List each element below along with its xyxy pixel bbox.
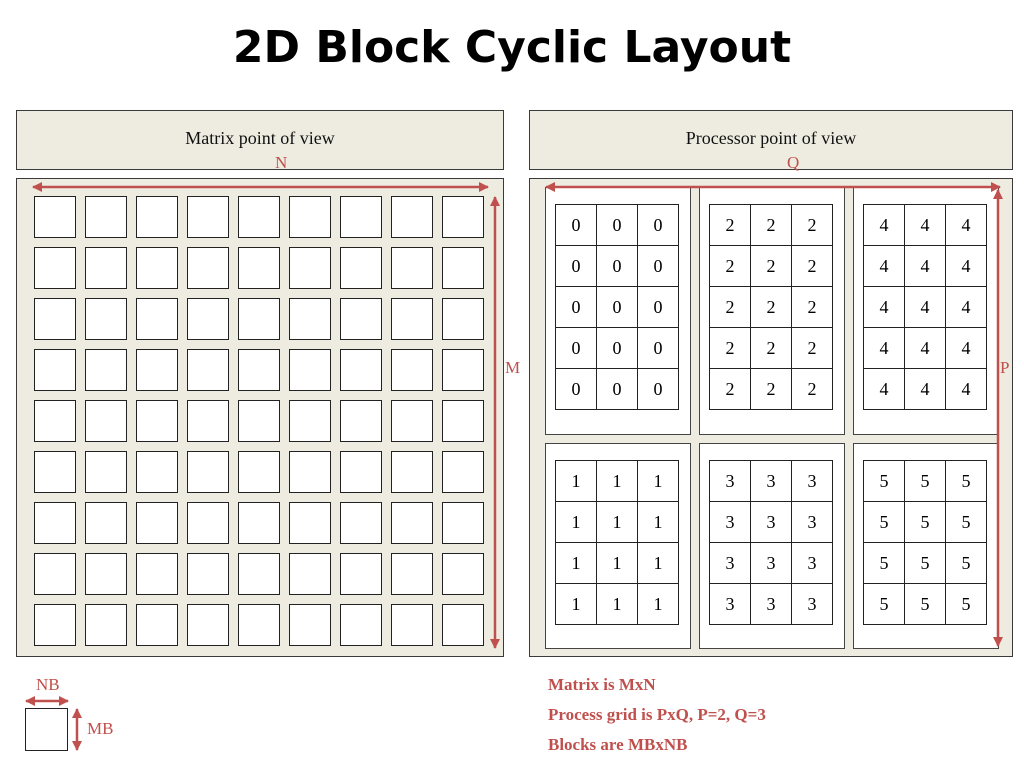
processor-block-cell: 5 <box>905 543 946 584</box>
processor-block-cell: 1 <box>556 461 597 502</box>
processor-block-cell: 4 <box>864 328 905 369</box>
processor-block-cell: 2 <box>751 246 792 287</box>
processor-block-cell: 2 <box>792 246 833 287</box>
processor-block-cell: 1 <box>638 584 679 625</box>
processor-block-cell: 5 <box>946 543 987 584</box>
mb-label: MB <box>87 719 114 738</box>
processor-block-cell: 5 <box>946 502 987 543</box>
processor-block-cell: 4 <box>905 369 946 410</box>
processor-block-cell: 2 <box>710 287 751 328</box>
processor-block-cell: 1 <box>597 543 638 584</box>
processor-block-cell: 3 <box>710 502 751 543</box>
note-block-size: Blocks are MBxNB <box>548 735 688 754</box>
page-title: 2D Block Cyclic Layout <box>232 22 792 73</box>
processor-block-cell: 0 <box>556 205 597 246</box>
processor-block-cell: 4 <box>864 246 905 287</box>
processor-block-cell: 4 <box>864 287 905 328</box>
processor-block-cell: 0 <box>597 328 638 369</box>
processor-block-cell: 2 <box>710 328 751 369</box>
processor-block-cell: 2 <box>751 328 792 369</box>
processor-block-cell: 1 <box>597 584 638 625</box>
processor-block-cell: 1 <box>556 502 597 543</box>
q-dimension-label: Q <box>787 153 800 172</box>
processor-block-cell: 5 <box>864 461 905 502</box>
processor-block-cell: 5 <box>905 584 946 625</box>
processor-block-cell: 0 <box>556 328 597 369</box>
processor-block-cell: 3 <box>792 584 833 625</box>
note-process-grid: Process grid is PxQ, P=2, Q=3 <box>548 705 766 724</box>
processor-block-cell: 0 <box>638 287 679 328</box>
nb-label: NB <box>36 675 60 694</box>
processor-block-cell: 0 <box>638 328 679 369</box>
note-matrix-size: Matrix is MxN <box>548 675 656 694</box>
processor-view-label: Processor point of view <box>685 128 857 148</box>
processor-block-cell: 2 <box>792 328 833 369</box>
processor-block-cell: 3 <box>751 502 792 543</box>
processor-block-cell: 0 <box>556 246 597 287</box>
processor-block-cell: 3 <box>710 584 751 625</box>
processor-block-cell: 4 <box>946 369 987 410</box>
processor-block-cell: 5 <box>946 584 987 625</box>
processor-block-cell: 3 <box>710 461 751 502</box>
processor-block-cell: 0 <box>597 205 638 246</box>
processor-block-cell: 4 <box>905 205 946 246</box>
processor-block-cell: 2 <box>751 287 792 328</box>
processor-block-cell: 2 <box>751 205 792 246</box>
processor-block-cell: 3 <box>792 502 833 543</box>
processor-block-cell: 0 <box>597 369 638 410</box>
processor-block-cell: 4 <box>946 205 987 246</box>
processor-block-cell: 2 <box>710 369 751 410</box>
processor-block-cell: 4 <box>905 328 946 369</box>
processor-block-cell: 3 <box>710 543 751 584</box>
processor-block-cell: 3 <box>751 461 792 502</box>
processor-block-cell: 5 <box>905 461 946 502</box>
processor-block-cell: 4 <box>946 246 987 287</box>
processor-block-cell: 0 <box>556 369 597 410</box>
processor-block-cell: 4 <box>946 287 987 328</box>
processor-block-cell: 1 <box>638 543 679 584</box>
processor-block-cell: 5 <box>864 502 905 543</box>
processor-block-cell: 5 <box>864 543 905 584</box>
processor-block-cell: 2 <box>792 287 833 328</box>
processor-block-cell: 5 <box>946 461 987 502</box>
p-dimension-label: P <box>1000 358 1010 377</box>
processor-block-cell: 0 <box>597 246 638 287</box>
processor-block-cell: 2 <box>792 369 833 410</box>
processor-block-cell: 3 <box>751 543 792 584</box>
processor-block-cell: 4 <box>864 369 905 410</box>
processor-block-cell: 0 <box>638 246 679 287</box>
processor-block-cell: 0 <box>638 369 679 410</box>
processor-block-cell: 3 <box>792 461 833 502</box>
processor-block-cell: 2 <box>751 369 792 410</box>
processor-block-cell: 0 <box>597 287 638 328</box>
processor-block-cell: 4 <box>905 287 946 328</box>
processor-block-cell: 3 <box>792 543 833 584</box>
processor-block-cell: 2 <box>710 246 751 287</box>
processor-block-cell: 3 <box>751 584 792 625</box>
processor-block-cell: 1 <box>556 584 597 625</box>
processor-block-cell: 0 <box>556 287 597 328</box>
processor-block-cell: 5 <box>905 502 946 543</box>
processor-block-cell: 1 <box>597 502 638 543</box>
processor-block-cell: 1 <box>638 502 679 543</box>
processor-block-cell: 0 <box>638 205 679 246</box>
processor-block-cell: 1 <box>638 461 679 502</box>
processor-block-cell: 2 <box>792 205 833 246</box>
processor-block-cell: 4 <box>864 205 905 246</box>
matrix-view-label: Matrix point of view <box>185 128 335 148</box>
processor-block-cell: 2 <box>710 205 751 246</box>
n-dimension-label: N <box>275 153 288 172</box>
processor-block-cell: 4 <box>905 246 946 287</box>
m-dimension-label: M <box>505 358 521 377</box>
processor-block-cell: 1 <box>556 543 597 584</box>
processor-block-cell: 5 <box>864 584 905 625</box>
processor-block-cell: 1 <box>597 461 638 502</box>
processor-block-cell: 4 <box>946 328 987 369</box>
